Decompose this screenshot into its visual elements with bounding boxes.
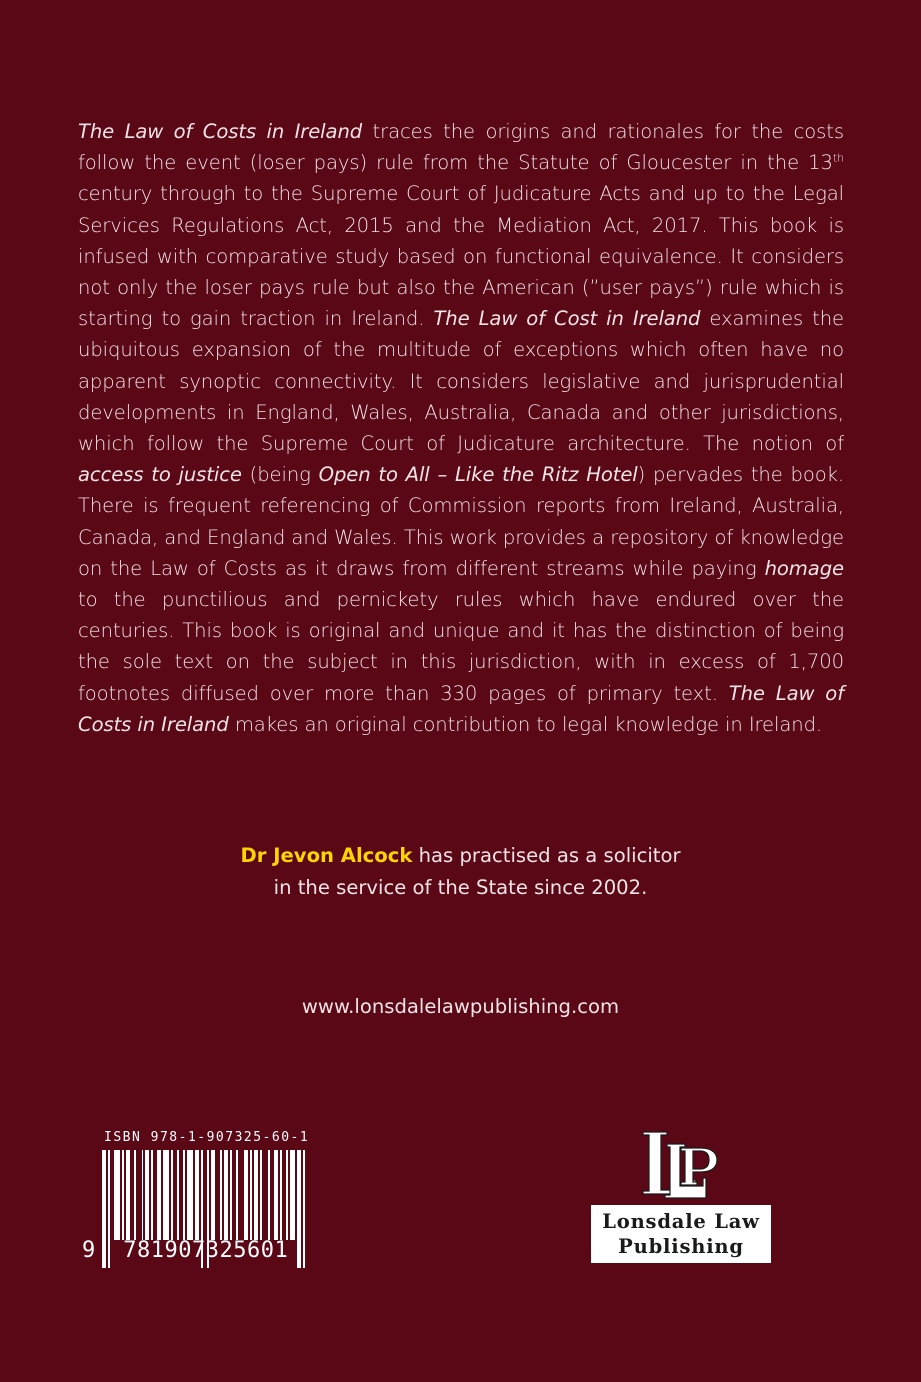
- book-title-italic: The Law of Costs in Ireland: [78, 120, 363, 143]
- isbn-digits: [82, 1238, 288, 1263]
- publisher-name-box: [591, 1205, 771, 1263]
- book-title-italic: The Law of Costs in Ireland: [78, 681, 844, 736]
- author-bio-line-1: [0, 840, 921, 872]
- blurb-text: traces the origins and rationales for the costs follow the event (loser pays) rule from the Statute of Gloucester in the 13: [78, 120, 844, 175]
- author-bio-line-2: in the service of the State since 2002.: [273, 876, 648, 899]
- isbn-barcode: [82, 1130, 312, 1265]
- publisher-name-line-1: Lonsdale Law: [602, 1210, 760, 1233]
- blurb-text: makes an original contribution to legal knowledge in Ireland.: [228, 712, 823, 736]
- barcode-bar: [305, 1150, 309, 1268]
- publisher-logo: [591, 1128, 771, 1263]
- superscript-th: th: [832, 151, 844, 165]
- isbn-label: ISBN 978-1-907325-60-1: [104, 1130, 310, 1145]
- blurb-text: examines the ubiquitous expansion of the multitude of exceptions which often have no apparent synoptic connectivity. It considers legislative and jurisprudential developments in England, Wales, Australia, Canada and other jurisdictions, which follow the Supreme Court of Judicature architecture. The notion of: [78, 307, 845, 456]
- blurb-text: (being: [241, 463, 319, 487]
- publisher-website: www.lonsdalelawpublishing.com: [301, 995, 620, 1018]
- blurb-text: ) pervades the book. There is frequent referencing of Commission reports from Ireland, Australia, Canada, and England and Wales. This work provides a repository of knowledge on the Law of Costs as it draws from different streams while paying: [78, 463, 844, 580]
- blurb-text: to the punctilious and pernickety rules which have endured over the centuries. This book is original and unique and it has the distinction of being the sole text on the subject in this jurisdiction, with in excess of 1,700 footnotes diffused over more than 330 pages of primary text.: [78, 588, 844, 705]
- isbn-first-digit: 9: [82, 1238, 96, 1263]
- emphasis-access-to-justice: access to justice: [78, 463, 242, 487]
- isbn-remaining-digits: 781907325601: [123, 1238, 289, 1263]
- publisher-name-line-2: Publishing: [618, 1235, 744, 1258]
- author-bio: [0, 840, 921, 904]
- llp-monogram-icon: [637, 1128, 727, 1204]
- author-name: Dr Jevon Alcock: [240, 844, 413, 867]
- emphasis-homage: homage: [764, 556, 844, 580]
- author-bio-text: has practised as a solicitor: [412, 844, 681, 867]
- book-title-italic: The Law of Cost in Ireland: [433, 307, 701, 331]
- emphasis-ritz: Open to All – Like the Ritz Hotel: [318, 463, 638, 487]
- book-blurb: [78, 116, 844, 740]
- blurb-text: century through to the Supreme Court of Judicature Acts and up to the Legal Services Regulations Act, 2015 and the Mediation Act, 2017. This book is infused with comparative study based on functional equivalence. It considers not only the loser pays rule but also the American (”user pays”) rule which is starting to gain traction in Ireland.: [78, 182, 844, 331]
